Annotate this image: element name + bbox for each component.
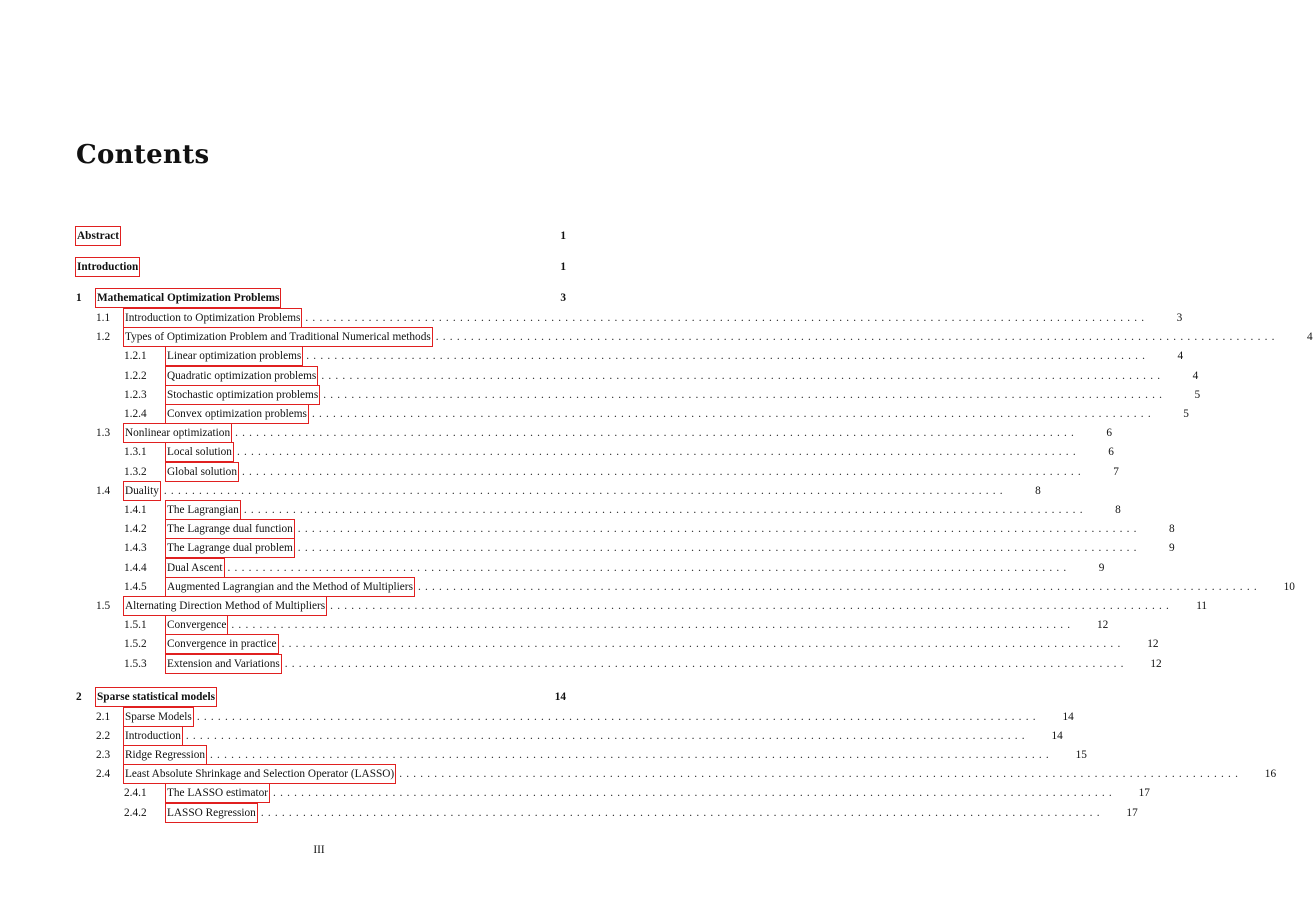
toc-entry-link[interactable]: The Lagrange dual problem [166, 539, 294, 557]
toc-entry[interactable] [96, 597, 1208, 615]
toc-entry-page: 14 [1051, 730, 1063, 742]
page-title: Contents [76, 140, 210, 170]
toc-entry[interactable] [76, 227, 566, 245]
toc-entry-page: 6 [1106, 427, 1113, 439]
toc-entry-link[interactable]: Local solution [166, 443, 233, 461]
dot-leader: ........................................................................................................................ [305, 312, 1149, 324]
toc-entry-page: 4 [1192, 370, 1199, 382]
page-number-footer: III [313, 844, 325, 856]
toc-entry-number: 1.5 [96, 600, 111, 612]
toc-entry[interactable] [124, 784, 1150, 802]
toc-entry[interactable] [124, 539, 1175, 557]
toc-entry-number: 2.4.1 [124, 787, 147, 799]
toc-entry-link[interactable]: The Lagrange dual function [166, 520, 294, 538]
dot-leader: ........................................................................................................................ [236, 446, 1080, 458]
toc-entry-number: 1.4.2 [124, 523, 147, 535]
dot-leader: ........................................................................................................................ [196, 711, 1040, 723]
dot-leader: ........................................................................................................................ [417, 581, 1261, 593]
toc-entry-page: 12 [1150, 658, 1162, 670]
toc-entry-page: 4 [1177, 350, 1184, 362]
toc-entry-page: 4 [1307, 331, 1313, 343]
toc-entry-page: 1 [560, 261, 566, 273]
toc-entry-number: 1 [76, 292, 82, 304]
dot-leader: ........................................................................................................................ [235, 427, 1079, 439]
dot-leader: ........................................................................................................................ [163, 485, 1007, 497]
toc-entry[interactable] [124, 559, 1105, 577]
toc-entry-number: 2.3 [96, 749, 111, 761]
toc-entry-link[interactable]: Introduction [124, 727, 182, 745]
toc-entry[interactable] [96, 328, 1313, 346]
toc-entry-page: 12 [1147, 638, 1159, 650]
toc-entry-page: 5 [1194, 389, 1201, 401]
toc-entry-number: 1.3 [96, 427, 111, 439]
toc-entry[interactable] [124, 367, 1199, 385]
toc-entry-page: 8 [1035, 485, 1041, 497]
toc-entry-page: 14 [1062, 711, 1074, 723]
toc-entry-page: 7 [1113, 466, 1119, 478]
toc-entry-number: 2 [76, 691, 82, 703]
toc-entry-link[interactable]: Ridge Regression [124, 746, 206, 764]
toc-entry[interactable] [124, 520, 1175, 538]
toc-entry-number: 1.2.3 [124, 389, 147, 401]
toc-entry-link[interactable]: Types of Optimization Problem and Traditional Numerical methods [124, 328, 432, 346]
dot-leader: ........................................................................................................................ [323, 389, 1167, 401]
toc-entry-page: 14 [554, 691, 566, 703]
toc-entry-page: 11 [1196, 600, 1208, 612]
toc-entry[interactable] [124, 804, 1138, 822]
toc-entry-number: 1.4.3 [124, 542, 147, 554]
toc-entry-page: 12 [1097, 619, 1109, 631]
toc-entry-link[interactable]: The Lagrangian [166, 501, 240, 519]
toc-entry-page: 8 [1115, 504, 1121, 516]
toc-entry-link[interactable]: Global solution [166, 463, 238, 481]
toc-entry-number: 2.4.2 [124, 807, 147, 819]
toc-entry-number: 1.4 [96, 485, 111, 497]
dot-leader: ........................................................................................................................ [185, 730, 1029, 742]
toc-entry-number: 1.2.4 [124, 408, 147, 420]
dot-leader: ........................................................................................................................ [260, 807, 1104, 819]
dot-leader: ........................................................................................................................ [227, 562, 1071, 574]
toc-entry[interactable] [96, 727, 1063, 745]
toc-entry-number: 2.2 [96, 730, 111, 742]
toc-entry-page: 8 [1169, 523, 1175, 535]
toc-entry-link[interactable]: Introduction [76, 258, 139, 276]
toc-entry[interactable] [124, 443, 1114, 461]
toc-entry[interactable] [76, 688, 566, 706]
toc-entry-page: 17 [1138, 787, 1150, 799]
toc-entry-page: 5 [1183, 408, 1189, 420]
toc-entry-page: 10 [1283, 581, 1295, 593]
toc-entry-link[interactable]: Convergence in practice [166, 635, 278, 653]
toc-entry-link[interactable]: Nonlinear optimization [124, 424, 231, 442]
toc-entry-number: 1.4.5 [124, 581, 147, 593]
toc-entry[interactable] [124, 501, 1121, 519]
dot-leader: ........................................................................................................................ [273, 787, 1116, 799]
dot-leader: ........................................................................................................................ [297, 523, 1141, 535]
toc-entry-link[interactable]: The LASSO estimator [166, 784, 269, 802]
toc-entry[interactable] [124, 463, 1119, 481]
toc-entry-number: 1.2.2 [124, 370, 147, 382]
toc-entry-link[interactable]: Extension and Variations [166, 655, 281, 673]
dot-leader: ........................................................................................................................ [210, 749, 1053, 761]
toc-entry-number: 1.1 [96, 312, 111, 324]
toc-entry[interactable] [96, 424, 1113, 442]
toc-entry-link[interactable]: Sparse Models [124, 708, 193, 726]
toc-entry-number: 1.3.2 [124, 466, 147, 478]
toc-entry-link[interactable]: Duality [124, 482, 160, 500]
dot-leader: ........................................................................................................................ [281, 638, 1125, 650]
toc-entry-link[interactable]: Sparse statistical models [96, 688, 216, 706]
toc-entry-page: 6 [1108, 446, 1114, 458]
toc-entry[interactable] [124, 635, 1159, 653]
dot-leader: ........................................................................................................................ [330, 600, 1174, 612]
toc-entry-number: 1.5.1 [124, 619, 147, 631]
toc-entry-page: 16 [1264, 768, 1277, 780]
toc-entry-number: 1.2.1 [124, 350, 147, 362]
toc-entry[interactable] [76, 289, 566, 307]
toc-entry-number: 1.5.3 [124, 658, 147, 670]
dot-leader: ........................................................................................................................ [243, 504, 1087, 516]
toc-entry-number: 2.1 [96, 711, 111, 723]
toc-entry-number: 1.3.1 [124, 446, 147, 458]
toc-entry-link[interactable]: Convergence [166, 616, 227, 634]
toc-entry-number: 1.5.2 [124, 638, 147, 650]
dot-leader: ........................................................................................................................ [399, 768, 1243, 780]
toc-entry-page: 3 [1176, 312, 1183, 324]
toc-entry-link[interactable]: Quadratic optimization problems [166, 367, 317, 385]
toc-entry[interactable] [124, 655, 1162, 673]
dot-leader: ........................................................................................................................ [241, 466, 1085, 478]
toc-entry-page: 3 [560, 292, 566, 304]
toc-entry[interactable] [96, 482, 1041, 500]
dot-leader: ........................................................................................................................ [306, 350, 1150, 362]
toc-entry[interactable] [76, 258, 566, 276]
toc-entry-link[interactable]: Stochastic optimization problems [166, 386, 319, 404]
toc-entry[interactable] [96, 708, 1074, 726]
toc-entry-link[interactable]: Augmented Lagrangian and the Method of Multipliers [166, 578, 414, 596]
toc-entry-link[interactable]: Linear optimization problems [166, 347, 302, 365]
dot-leader: ........................................................................................................................ [231, 619, 1075, 631]
toc-entry-link[interactable]: Introduction to Optimization Problems [124, 309, 301, 327]
toc-entry-number: 1.4.1 [124, 504, 147, 516]
toc-entry-link[interactable]: Convex optimization problems [166, 405, 308, 423]
toc-entry[interactable] [96, 765, 1277, 783]
dot-leader: ........................................................................................................................ [284, 658, 1128, 670]
toc-entry[interactable] [124, 578, 1295, 596]
toc-entry-page: 15 [1075, 749, 1087, 761]
toc-entry-link[interactable]: Mathematical Optimization Problems [96, 289, 280, 307]
toc-entry-link[interactable]: Least Absolute Shrinkage and Selection Operator (LASSO) [124, 765, 395, 783]
dot-leader: ........................................................................................................................ [311, 408, 1155, 420]
dot-leader: ........................................................................................................................ [435, 331, 1279, 343]
toc-entry-page: 17 [1126, 807, 1138, 819]
toc-entry[interactable] [124, 386, 1201, 404]
toc-entry-page: 1 [560, 230, 566, 242]
toc-entry-link[interactable]: LASSO Regression [166, 804, 257, 822]
toc-entry[interactable] [124, 405, 1189, 423]
toc-entry-number: 1.2 [96, 331, 111, 343]
toc-entry-number: 2.4 [96, 768, 111, 780]
toc-entry-number: 1.4.4 [124, 562, 147, 574]
toc-entry-page: 9 [1169, 542, 1175, 554]
toc-entry[interactable] [96, 746, 1087, 764]
toc-entry-link[interactable]: Alternating Direction Method of Multipliers [124, 597, 326, 615]
toc-entry-link[interactable]: Dual Ascent [166, 559, 224, 577]
toc-entry[interactable] [124, 347, 1184, 365]
dot-leader: ........................................................................................................................ [321, 370, 1165, 382]
dot-leader: ........................................................................................................................ [297, 542, 1141, 554]
toc-entry-link[interactable]: Abstract [76, 227, 120, 245]
toc-entry[interactable] [96, 309, 1183, 327]
toc-entry-page: 9 [1098, 562, 1105, 574]
toc-entry[interactable] [124, 616, 1109, 634]
